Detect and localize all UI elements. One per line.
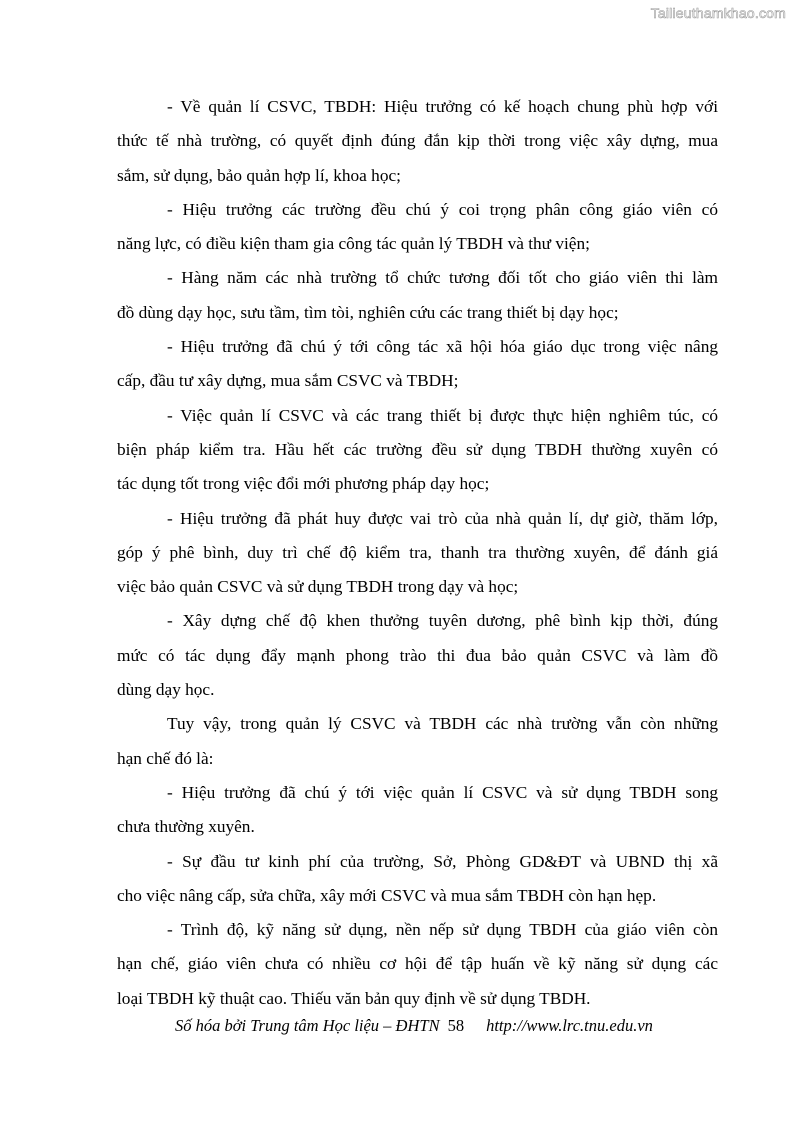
text-line: góp ý phê bình, duy trì chế độ kiểm tra, thanh tra thường xuyên, để đánh giá bbox=[117, 542, 718, 562]
paragraph bbox=[117, 845, 718, 914]
text-line: - Hiệu trưởng đã chú ý tới việc quản lí CSVC và sử dụng TBDH song bbox=[167, 782, 718, 802]
text-line: việc bảo quản CSVC và sử dụng TBDH trong dạy và học; bbox=[117, 577, 519, 597]
text-line: tác dụng tốt trong việc đổi mới phương pháp dạy học; bbox=[117, 474, 490, 494]
footer-url[interactable]: http://www.lrc.tnu.edu.vn bbox=[486, 1016, 653, 1035]
text-line: cho việc nâng cấp, sửa chữa, xây mới CSVC và mua sắm TBDH còn hạn hẹp. bbox=[117, 885, 657, 905]
text-line: loại TBDH kỹ thuật cao. Thiếu văn bản quy định về sử dụng TBDH. bbox=[117, 988, 591, 1008]
text-line: - Trình độ, kỹ năng sử dụng, nền nếp sử dụng TBDH của giáo viên còn bbox=[167, 920, 718, 940]
text-line: - Hiệu trưởng các trường đều chú ý coi trọng phân công giáo viên có bbox=[167, 199, 718, 219]
text-line: đồ dùng dạy học, sưu tầm, tìm tòi, nghiên cứu các trang thiết bị dạy học; bbox=[117, 302, 619, 322]
text-line: - Xây dựng chế độ khen thưởng tuyên dương, phê bình kịp thời, đúng bbox=[167, 611, 718, 631]
text-line: chưa thường xuyên. bbox=[117, 817, 255, 837]
text-line: dùng dạy học. bbox=[117, 680, 215, 700]
text-line: - Sự đầu tư kinh phí của trường, Sở, Phòng GD&ĐT và UBND thị xã bbox=[167, 851, 718, 871]
paragraph bbox=[117, 776, 718, 845]
text-line: mức có tác dụng đẩy mạnh phong trào thi đua bảo quản CSVC và làm đồ bbox=[117, 645, 718, 665]
text-line: Tuy vậy, trong quản lý CSVC và TBDH các nhà trường vẫn còn những bbox=[167, 714, 718, 734]
text-line: - Hàng năm các nhà trường tổ chức tương đối tốt cho giáo viên thi làm bbox=[167, 268, 718, 288]
paragraph bbox=[117, 193, 718, 262]
text-line: - Việc quản lí CSVC và các trang thiết bị được thực hiện nghiêm túc, có bbox=[167, 405, 718, 425]
text-line: hạn chế đó là: bbox=[117, 748, 214, 768]
text-line: hạn chế, giáo viên chưa có nhiều cơ hội để tập huấn về kỹ năng sử dụng các bbox=[117, 954, 718, 974]
text-line: thức tế nhà trường, có quyết định đúng đắn kịp thời trong việc xây dựng, mua bbox=[117, 131, 718, 151]
paragraph bbox=[117, 90, 718, 193]
paragraph bbox=[117, 707, 718, 776]
watermark: Tailieuthamkhao.com bbox=[650, 5, 786, 21]
paragraph bbox=[117, 502, 718, 605]
text-line: - Hiệu trưởng đã phát huy được vai trò của nhà quản lí, dự giờ, thăm lớp, bbox=[167, 508, 718, 528]
footer-org: Số hóa bởi Trung tâm Học liệu – ĐHTN bbox=[175, 1016, 440, 1035]
document-body bbox=[117, 90, 718, 1016]
paragraph bbox=[117, 913, 718, 1016]
paragraph bbox=[117, 399, 718, 502]
text-line: năng lực, có điều kiện tham gia công tác quản lý TBDH và thư viện; bbox=[117, 234, 590, 254]
page-number: 58 bbox=[447, 1016, 465, 1035]
text-line: sắm, sử dụng, bảo quản hợp lí, khoa học; bbox=[117, 165, 401, 185]
paragraph bbox=[117, 261, 718, 330]
text-line: cấp, đầu tư xây dựng, mua sắm CSVC và TBDH; bbox=[117, 371, 459, 391]
text-line: biện pháp kiểm tra. Hầu hết các trường đều sử dụng TBDH thường xuyên có bbox=[117, 439, 718, 459]
text-line: - Hiệu trưởng đã chú ý tới công tác xã hội hóa giáo dục trong việc nâng bbox=[167, 337, 718, 357]
paragraph bbox=[117, 330, 718, 399]
paragraph bbox=[117, 604, 718, 707]
text-line: - Về quản lí CSVC, TBDH: Hiệu trưởng có kế hoạch chung phù hợp với bbox=[167, 97, 718, 116]
page-footer bbox=[175, 1016, 653, 1036]
